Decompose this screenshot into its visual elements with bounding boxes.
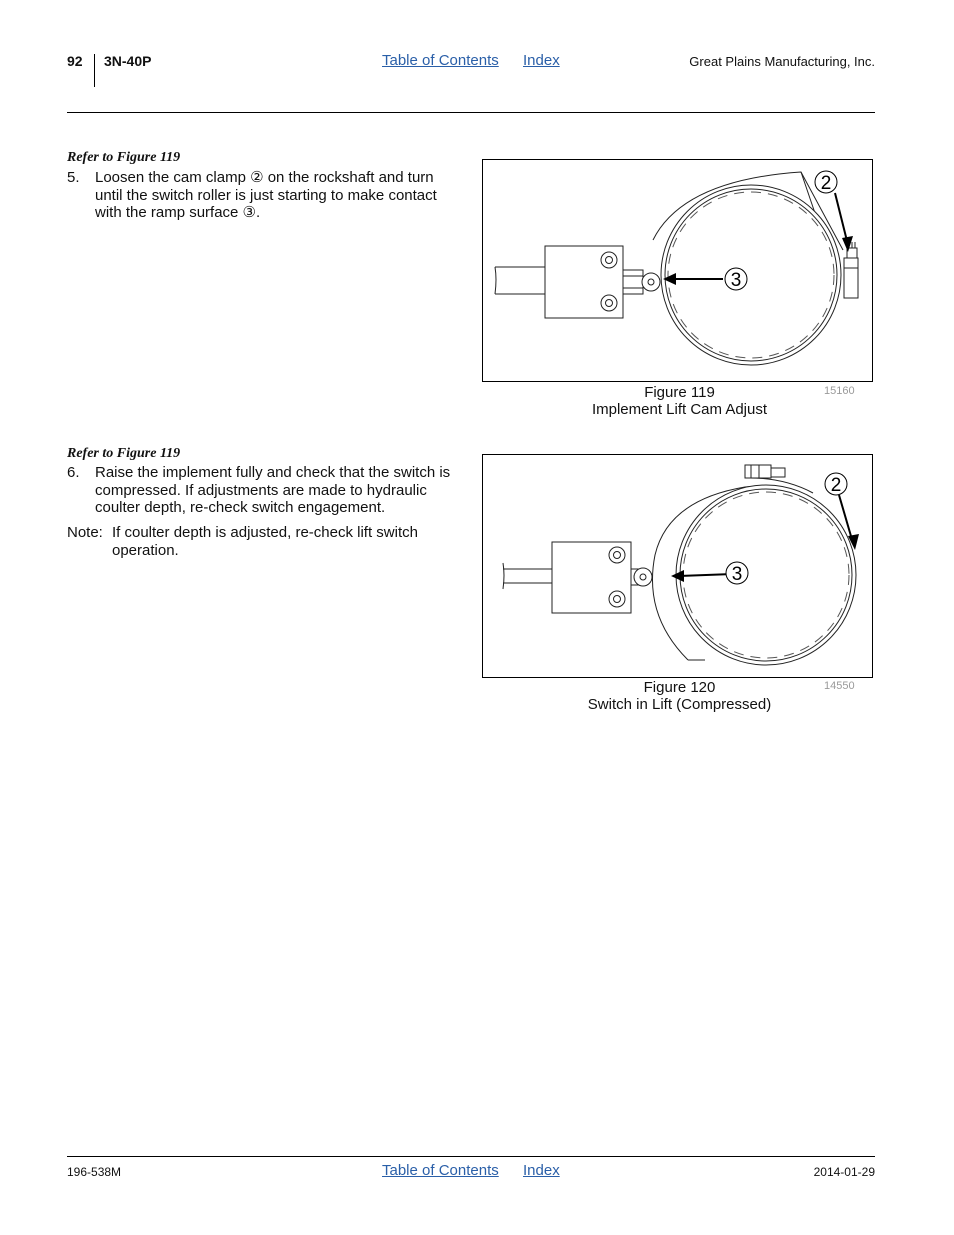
figure-119-id: 15160 (824, 385, 855, 397)
step-6 (67, 464, 462, 517)
step-text: Raise the implement fully and check that the switch is compressed. If adjustments are made to hydraulic coulter depth, re-check switch engagement. (95, 464, 451, 516)
step-5 (67, 169, 462, 222)
footer-index-link[interactable]: Index (523, 1162, 560, 1179)
callout-2: 2 (820, 173, 832, 194)
header-toc-link[interactable]: Table of Contents (382, 52, 499, 69)
figure-title: Implement Lift Cam Adjust (591, 401, 768, 418)
callout-2: 2 (830, 475, 842, 496)
header-divider (94, 54, 95, 87)
footer-toc-link[interactable]: Table of Contents (382, 1162, 499, 1179)
step-text: Loosen the cam clamp ② on the rockshaft and turn until the switch roller is just starting to make contact with the ramp surface ③. (95, 169, 437, 221)
model-name: 3N-40P (104, 53, 152, 69)
company-name: Great Plains Manufacturing, Inc. (689, 54, 875, 69)
header-index-link[interactable]: Index (523, 52, 560, 69)
note-label: Note: (67, 524, 103, 541)
callout-3: 3 (730, 270, 742, 291)
figure-119-image (482, 159, 873, 382)
figure-119-caption (482, 384, 877, 418)
refer-to-figure-2: Refer to Figure 119 (67, 446, 181, 461)
document-number: 196-538M (67, 1165, 122, 1179)
page-number: 92 (67, 53, 83, 69)
figure-120-caption (482, 679, 877, 713)
callout-3: 3 (731, 564, 743, 585)
note-text: If coulter depth is adjusted, re-check lift switch operation. (112, 524, 418, 559)
document-date: 2014-01-29 (813, 1165, 875, 1179)
header-rule (67, 112, 875, 113)
figure-120-image (482, 454, 873, 678)
figure-title: Switch in Lift (Compressed) (587, 696, 772, 713)
note (67, 524, 462, 559)
step-number: 6. (67, 464, 80, 481)
figure-number: Figure 120 (643, 679, 716, 696)
refer-to-figure-1: Refer to Figure 119 (67, 150, 181, 165)
figure-120-id: 14550 (824, 680, 855, 692)
step-number: 5. (67, 169, 80, 186)
footer-rule (67, 1156, 875, 1157)
figure-number: Figure 119 (644, 384, 715, 401)
